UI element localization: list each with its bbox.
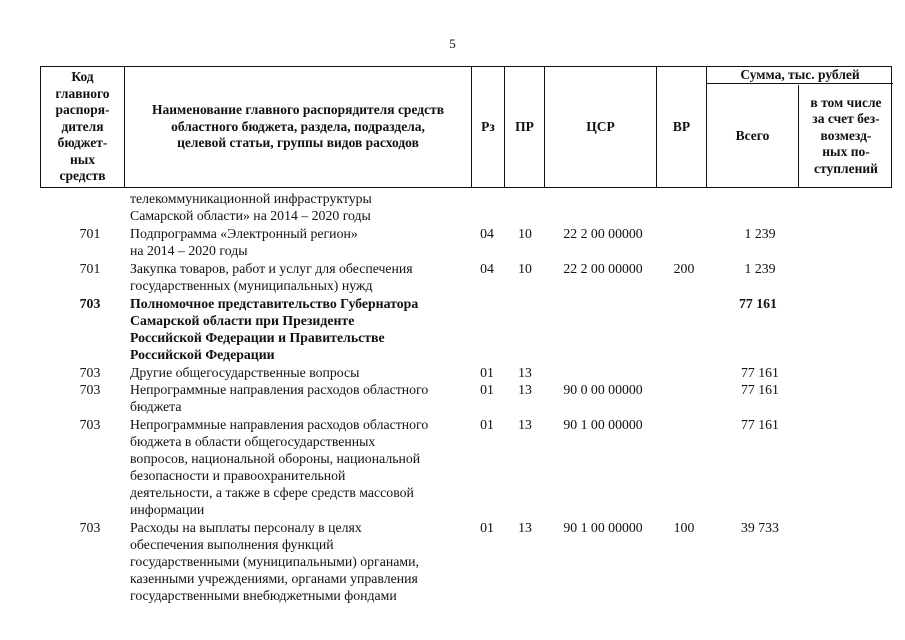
row-pr: 13 [518,520,532,535]
header-total-cell: Всего [735,127,770,143]
row-name: телекоммуникационной инфраструктуры Самарской области» на 2014 – 2020 годы [130,191,372,223]
row-csr: 90 1 00 00000 [563,417,643,432]
table-header [40,66,892,188]
header-sum-group-cell: Сумма, тыс. рублей [740,66,860,82]
header-code-cell: Код главного распоря- дителя бюджет- ных средств [55,69,110,184]
row-name: Непрограммные направления расходов областного бюджета [130,382,429,414]
row-vr: 100 [673,520,695,535]
row-total: 77 161 [741,417,779,432]
row-rz: 01 [480,520,494,535]
header-rz-cell: Рз [481,118,495,134]
row-total: 77 161 [739,296,777,311]
row-pr: 10 [518,226,532,241]
row-code: 703 [79,365,101,380]
row-name: Полномочное представительство Губернатора Самарской области при Президенте Российской Федерации и Правительстве Российской Федерации [130,296,419,362]
row-total: 39 733 [741,520,779,535]
row-code: 703 [79,382,101,397]
header-incl-cell: в том числе за счет без- возмезд- ных по- ступлений [810,94,882,176]
row-code: 703 [79,417,101,432]
row-total: 1 239 [744,261,776,276]
row-name: Непрограммные направления расходов областного бюджета в области общегосударственных вопросов, национальной обороны, национальной безопасности и правоохранительной деятельности, а также в сфере средств массовой информации [130,417,429,517]
row-rz: 01 [480,417,494,432]
row-rz: 01 [480,365,494,380]
row-name: Расходы на выплаты персоналу в целях обеспечения выполнения функций государственными (муниципальными) органами, казенными учреждениями, органами управления государственными внебюджетными фондами [130,520,419,603]
header-pr-cell: ПР [515,118,534,134]
row-vr: 200 [673,261,695,276]
row-rz: 04 [480,261,494,276]
header-vr-cell: ВР [672,118,691,134]
row-rz: 01 [480,382,494,397]
row-pr: 10 [518,261,532,276]
row-pr: 13 [518,365,532,380]
row-pr: 13 [518,417,532,432]
header-name-cell: Наименование главного распорядителя средств областного бюджета, раздела, подраздела, целевой статьи, группы видов расходов [151,102,444,151]
row-code: 703 [79,296,101,311]
row-code: 701 [79,261,101,276]
row-code: 703 [79,520,101,535]
row-csr: 90 0 00 00000 [563,382,643,397]
row-name: Другие общегосударственные вопросы [130,365,360,380]
row-csr: 22 2 00 00000 [563,226,643,241]
row-csr: 22 2 00 00000 [563,261,643,276]
page-number: 5 [449,36,456,51]
row-name: Закупка товаров, работ и услуг для обеспечения государственных (муниципальных) нужд [130,261,413,293]
row-total: 1 239 [744,226,776,241]
row-total: 77 161 [741,365,779,380]
row-csr: 90 1 00 00000 [563,520,643,535]
row-rz: 04 [480,226,494,241]
row-name: Подпрограмма «Электронный регион» на 2014 – 2020 годы [130,226,358,258]
row-code: 701 [79,226,101,241]
header-csr-cell: ЦСР [586,118,615,134]
row-total: 77 161 [741,382,779,397]
row-pr: 13 [518,382,532,397]
